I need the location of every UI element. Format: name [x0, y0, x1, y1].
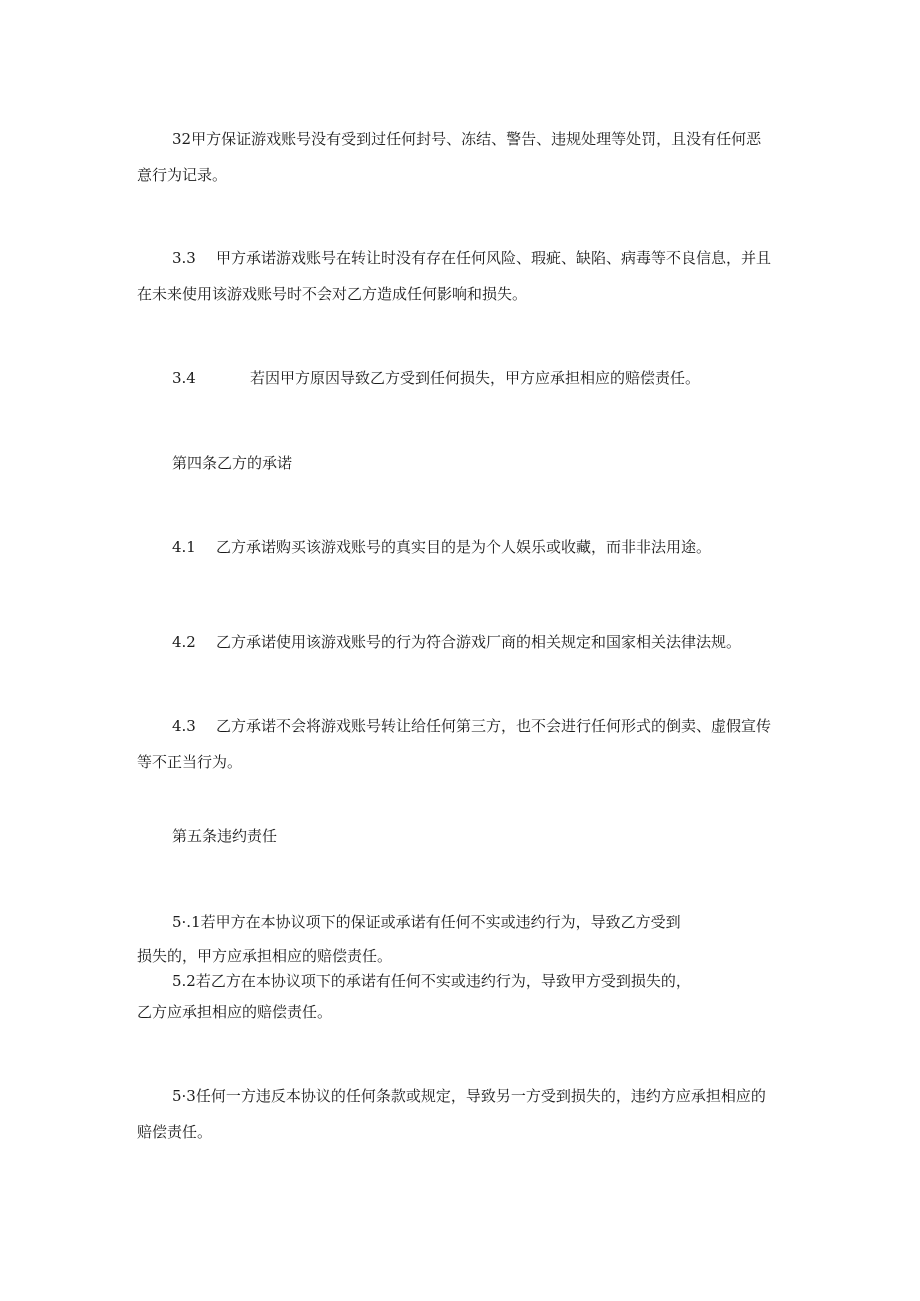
clause-3-3-text: 甲方承诺游戏账号在转让时没有存在任何风险、瑕疵、缺陷、病毒等不良信息，并且: [216, 249, 772, 267]
clause-3-2-line-2: 意行为记录。: [137, 166, 228, 184]
clause-5-3-line-2: 赔偿责任。: [137, 1123, 213, 1141]
clause-3-4: [172, 368, 700, 388]
clause-3-3-line-2: 在未来使用该游戏账号时不会对乙方造成任何影响和损失。: [137, 285, 528, 303]
clause-4-3-line-2: 等不正当行为。: [137, 753, 243, 771]
clause-3-2-line-1: 32甲方保证游戏账号没有受到过任何封号、冻结、警告、违规处理等处罚，且没有任何恶: [172, 130, 762, 148]
clause-3-4-text: 若因甲方原因导致乙方受到任何损失，甲方应承担相应的赔偿责任。: [250, 369, 701, 387]
clause-5-2-line-1: 5.2若乙方在本协议项下的承诺有任何不实或违约行为，导致甲方受到损失的，: [172, 972, 691, 990]
article-5-heading: 第五条违约责任: [172, 827, 278, 845]
clause-4-3-line-1: [172, 716, 771, 736]
clause-4-1-number: 4.1: [172, 538, 196, 556]
clause-3-3-number: 3.3: [172, 249, 196, 267]
clause-4-1-text: 乙方承诺购买该游戏账号的真实目的是为个人娱乐或收藏，而非非法用途。: [216, 538, 712, 556]
clause-4-3-text: 乙方承诺不会将游戏账号转让给任何第三方，也不会进行任何形式的倒卖、虚假宣传: [216, 717, 772, 735]
clause-4-3-number: 4.3: [172, 717, 196, 735]
clause-4-2: [172, 632, 741, 652]
article-4-heading: 第四条乙方的承诺: [172, 454, 293, 472]
clause-3-3-line-1: [172, 248, 771, 268]
clause-3-4-number: 3.4: [172, 369, 196, 387]
clause-5-2-line-2: 乙方应承担相应的赔偿责任。: [137, 1003, 333, 1021]
clause-5-1-line-1: 5·.1若甲方在本协议项下的保证或承诺有任何不实或违约行为，导致乙方受到: [172, 913, 681, 931]
clause-5-3-line-1: 5·3任何一方违反本协议的任何条款或规定，导致另一方受到损失的，违约方应承担相应的: [172, 1087, 766, 1105]
clause-5-1-line-2: 损失的，甲方应承担相应的赔偿责任。: [137, 947, 393, 965]
clause-4-2-text: 乙方承诺使用该游戏账号的行为符合游戏厂商的相关规定和国家相关法律法规。: [216, 633, 742, 651]
clause-4-1: [172, 537, 711, 557]
clause-4-2-number: 4.2: [172, 633, 196, 651]
